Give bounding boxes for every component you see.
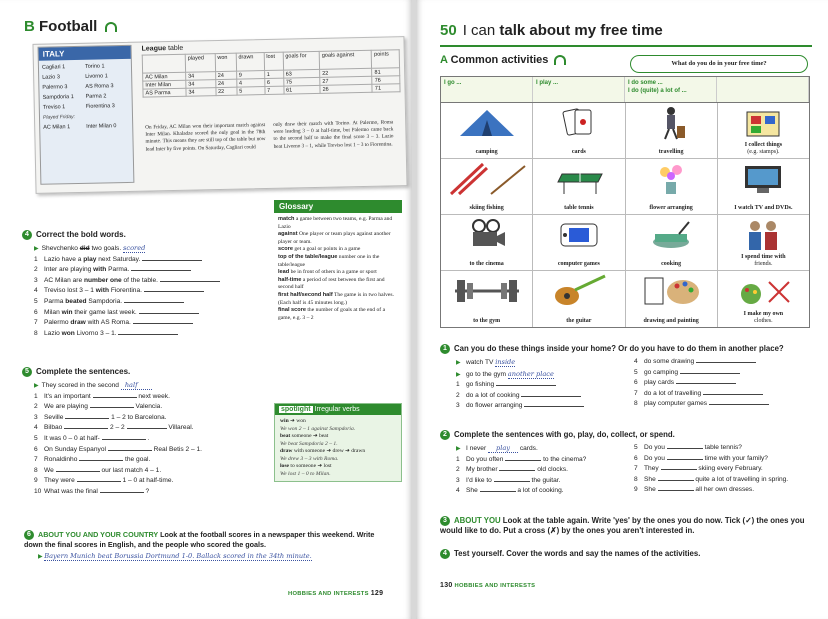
- answer-blank[interactable]: [496, 380, 556, 386]
- speech-bubble: What do you do in your free time?: [630, 55, 808, 73]
- spotlight-header: spotlight Irregular verbs: [275, 404, 401, 415]
- unit-number: 50: [440, 22, 457, 39]
- activity-label: table tennis: [564, 205, 594, 211]
- activity-label: to the gym: [473, 318, 501, 324]
- list-item: 5 go camping: [634, 368, 769, 379]
- list-item: ▶ go to the gym another place: [456, 369, 554, 378]
- exercise-4-heading: 4 Correct the bold words.: [22, 230, 126, 240]
- answer-blank[interactable]: [709, 399, 769, 405]
- exercise-2-heading: 2 Complete the sentences with go, play, do, collect, or spend.: [440, 430, 812, 440]
- exercise-1-col2: [634, 357, 769, 410]
- answer-blank[interactable]: [102, 434, 146, 440]
- answer-blank[interactable]: [480, 486, 516, 492]
- exercise-2-col1: [456, 443, 586, 497]
- glossary-box: [274, 200, 402, 325]
- league-header-cell: played: [185, 54, 215, 73]
- result-row: Treviso 1 Fiorentina 3: [42, 103, 115, 111]
- result-row: Cagliari 1 Torino 1: [41, 63, 105, 71]
- league-title: League table: [141, 44, 184, 53]
- answer-blank[interactable]: [100, 487, 144, 493]
- table-row: Inter Milan 34 24 4 6 75 27 76: [143, 76, 400, 89]
- spotlight-line: win ➔ won: [280, 418, 306, 424]
- spotlight-line: We drew 3 – 3 with Roma.: [280, 455, 339, 462]
- list-item: 7 They skiing every February.: [634, 465, 763, 473]
- activity-cell: [441, 271, 533, 327]
- list-item: 8 play computer games: [634, 399, 769, 410]
- glossary-entry: against One player or team plays against another player or team.: [278, 231, 391, 245]
- answer-blank[interactable]: [696, 357, 756, 363]
- list-item: 10 What was the final ?: [34, 487, 150, 495]
- page-number: 129: [370, 590, 384, 597]
- activity-cell: [626, 103, 718, 158]
- played-friday-row: AC Milan 1 Inter Milan 0: [43, 123, 117, 131]
- page-number: 130: [440, 582, 453, 589]
- activity-cell: [533, 103, 625, 158]
- grid-header-cell: [717, 77, 809, 102]
- activity-cell: [718, 103, 809, 158]
- list-item: 8 She quite a lot of travelling in spring.: [634, 475, 789, 483]
- list-item: 2 Inter are playing with Parma.: [34, 265, 220, 276]
- spotlight-line: draw with someone ➔ drew ➔ drawn: [280, 448, 366, 454]
- activity-label: drawing and painting: [643, 318, 699, 324]
- result-row: Palermo 3 AS Roma 3: [42, 83, 114, 91]
- exercise-4: ▶ Shevchenko did two goals. scored 1 Lazio have a play next Saturday. 2 Inter are playing with Parma. 3 AC Milan are number one of the table. 4 Treviso lost 3 – 1 with Fiorentina. 5 Parma beated Sampdoria. 6 Milan win their game last week. 7 Palermo draw with AS Roma. 8 Lazio won Livorno 3 – 1.: [34, 243, 220, 339]
- answer-blank[interactable]: [680, 368, 740, 374]
- list-item: ▶ watch TV inside: [456, 358, 516, 366]
- answer-blank[interactable]: [79, 455, 123, 461]
- grid-row: [441, 159, 809, 215]
- glossary-title: Glossary: [274, 200, 402, 213]
- answer-blank[interactable]: [658, 475, 694, 481]
- left-page: [0, 0, 412, 619]
- headphones-icon: [105, 22, 117, 32]
- list-item: 9 She all her own dresses.: [634, 486, 755, 494]
- list-item: 2 do a lot of cooking: [456, 391, 584, 402]
- activity-label: camping: [475, 149, 498, 155]
- activity-label: to the cinema: [469, 261, 504, 267]
- answer-blank[interactable]: [133, 318, 193, 324]
- newspaper-clipping: [32, 36, 407, 194]
- list-item: 6 play cards: [634, 378, 769, 389]
- handwritten-answer: play: [488, 444, 518, 453]
- section-title: Football: [39, 18, 98, 35]
- unit-title: 50 I can talk about my free time: [440, 22, 663, 39]
- answer-blank[interactable]: [139, 308, 199, 314]
- handwritten-answer: another place: [507, 369, 554, 378]
- answer-blank[interactable]: [667, 443, 703, 449]
- exercise-1-heading: 1 Can you do these things inside your home? Or do you have to do them in another place?: [440, 344, 812, 354]
- answer-blank[interactable]: [65, 413, 109, 419]
- article-column-1: On Friday, AC Milan won their important match against Inter Milan. Khaladze scored the only goal in the 78th minute. This means they are still top of the table but now lead Inter by five points. On Saturday, Cagliari could: [145, 122, 266, 153]
- grid-header-cell: I go ...: [441, 77, 533, 102]
- answer-blank[interactable]: [661, 464, 697, 470]
- list-item: 4 She a lot of cooking.: [456, 487, 564, 495]
- activity-cell: [626, 215, 718, 270]
- list-item: 9 They were 1 – 0 at half-time.: [34, 477, 174, 485]
- activity-cell: [533, 159, 625, 214]
- right-page: [416, 0, 828, 619]
- list-item: 6 Do you time with your family?: [634, 454, 768, 462]
- list-item: 5 Parma beated Sampdoria.: [34, 297, 220, 308]
- activity-cell: [533, 271, 625, 327]
- activity-label: I collect things (e.g. stamps).: [744, 142, 783, 155]
- activity-label: travelling: [658, 149, 684, 155]
- answer-blank[interactable]: [499, 465, 535, 471]
- answer-blank[interactable]: [658, 485, 694, 491]
- spotlight-line: We won 2 – 1 against Sampdoria.: [280, 425, 356, 432]
- grid-row: [441, 271, 809, 327]
- spotlight-box: [274, 403, 402, 482]
- grid-row: [441, 103, 809, 159]
- spotlight-line: beat someone ➔ beat: [280, 433, 329, 439]
- league-header-cell: goals against: [319, 50, 372, 69]
- glossary-entry: first half/second half The game is in two halves. (Each half is 45 minutes long.): [278, 291, 394, 306]
- page-footer: HOBBIES AND INTERESTS 129: [288, 590, 384, 597]
- answer-blank[interactable]: [676, 378, 736, 384]
- league-header-cell: [142, 54, 185, 73]
- answer-blank[interactable]: [144, 286, 204, 292]
- answer-blank[interactable]: [127, 423, 167, 429]
- spotlight-line: lose to someone ➔ lost: [280, 463, 332, 469]
- league-table: [142, 40, 401, 97]
- list-item: 8 Lazio won Livorno 3 – 1.: [34, 329, 220, 340]
- activity-label: computer games: [557, 261, 600, 267]
- answer-blank[interactable]: [124, 297, 184, 303]
- list-item: 1 Lazio have a play next Saturday.: [34, 255, 220, 266]
- list-item: 3 AC Milan are number one of the table.: [34, 276, 220, 287]
- list-item: 5 It was 0 – 0 at half- .: [34, 434, 150, 442]
- table-row: AC Milan 34 24 9 1 63 22 81: [143, 68, 400, 81]
- result-row: Lazio 3 Livorno 1: [42, 73, 108, 81]
- list-item: 4 Bilbao 2 – 2 Villareal.: [34, 424, 194, 432]
- list-item: 3 do flower arranging: [456, 401, 584, 412]
- glossary-entry: half-time a period of rest between the first and second half: [278, 276, 385, 291]
- exercise-1-col1: [456, 357, 584, 412]
- list-item: 5 Do you table tennis?: [634, 444, 742, 451]
- activity-cell: [718, 159, 809, 214]
- list-item: 3 I'd like to the guitar.: [456, 476, 561, 484]
- exercise-5: ▶ They scored in the second half 1 It's an important next week. 2 We are playing Valencia. 3 Seville 1 – 2 to Barcelona. 4 Bilbao 2 – 2 Villareal. 5 It was 0 – 0 at half- . 6 On Sunday Espanyol Real Betis 2 – 1. 7 Ronaldinho the goal. 8 We our last match 4 – 1. 9 They were 1 – 0 at half-time. 10 What was the final ?: [34, 380, 202, 498]
- activity-cell: [441, 103, 533, 158]
- activity-label: I spend time with friends.: [741, 254, 786, 267]
- list-item: ▶ I never play cards.: [456, 444, 538, 452]
- page-footer: 130 HOBBIES AND INTERESTS: [440, 582, 536, 589]
- exercise-4: 4 Test yourself. Cover the words and say the names of the activities.: [440, 549, 812, 559]
- italy-header: ITALY: [39, 46, 131, 61]
- answer-blank[interactable]: [505, 455, 541, 461]
- answer-blank[interactable]: [494, 476, 530, 482]
- handwritten-answer: half: [121, 381, 152, 390]
- exercise-3: 3 ABOUT YOU Look at the table again. Write 'yes' by the ones you do now. Tick (✓) the ones you would like to do. Put a cross (✗) by the ones you aren't interested in.: [440, 516, 805, 535]
- activity-label: I watch TV and DVDs.: [734, 205, 793, 211]
- activity-cell: [441, 215, 533, 270]
- article-column-2: only draw their match with Torino. At Palermo, Roma were leading 3 – 0 at half-time, but Palermo came back to the second half to make the final score 3 – 3. Lazio beat Livorno 3 – 1, while Treviso lost 1 – 3 to Fiorentina.: [273, 119, 394, 150]
- activity-cell: [533, 215, 625, 270]
- league-header-cell: drawn: [236, 53, 264, 72]
- glossary-entry: lead be in front of others in a game or sport: [278, 269, 377, 276]
- activity-cell: [718, 271, 809, 327]
- list-item: 3 Seville 1 – 2 to Barcelona.: [34, 413, 167, 421]
- list-item: 7 Ronaldinho the goal.: [34, 456, 151, 464]
- answer-blank[interactable]: [118, 329, 178, 335]
- answer-blank[interactable]: [56, 466, 100, 472]
- league-header-cell: lost: [264, 52, 283, 70]
- grid-row: [441, 215, 809, 271]
- grid-header-cell: I play ...: [533, 77, 625, 102]
- answer-blank[interactable]: [77, 476, 121, 482]
- list-item: 6 Milan win their game last week.: [34, 308, 220, 319]
- activity-label: skiing fishing: [469, 205, 504, 211]
- answer-blank[interactable]: [142, 255, 202, 261]
- activity-cell: [718, 215, 809, 270]
- italy-results: [38, 45, 135, 185]
- list-item: 7 Palermo draw with AS Roma.: [34, 318, 220, 329]
- activity-label: the guitar: [566, 318, 592, 324]
- activity-label: flower arranging: [649, 205, 693, 211]
- headphones-icon: [554, 55, 566, 65]
- answer-blank[interactable]: [93, 392, 137, 398]
- answer-blank[interactable]: [703, 389, 763, 395]
- glossary-entry: top of the table/league number one in the table/league: [278, 253, 380, 268]
- activity-label: cooking: [661, 261, 682, 267]
- list-item: 1 It's an important next week.: [34, 392, 170, 400]
- list-item: 2 We are playing Valencia.: [34, 403, 163, 411]
- section-heading: [24, 18, 117, 35]
- answer-blank[interactable]: [108, 445, 152, 451]
- list-item: 2 My brother old clocks.: [456, 466, 568, 474]
- handwritten-answer: inside: [495, 358, 516, 366]
- played-friday-label: Played Friday:: [42, 114, 76, 121]
- section-letter: B: [24, 18, 35, 35]
- list-item: 8 We our last match 4 – 1.: [34, 466, 162, 474]
- exercise-6: 6 ABOUT YOU AND YOUR COUNTRY Look at the football scores in a newspaper this weekend. Write down the final scores in English, and the people who scored the goals. ▶ Bayern Munich beat Borussia Dortmund 1-0. Ballack scored in the 34th minute.: [24, 530, 375, 561]
- title-rule: [440, 45, 812, 47]
- exercise-2-col2: [634, 443, 788, 496]
- spotlight-line: We lost 1 – 0 to Milan.: [280, 470, 331, 477]
- list-item: 4 Treviso lost 3 – 1 with Fiorentina.: [34, 286, 220, 297]
- answer-blank[interactable]: [524, 401, 584, 407]
- handwritten-answer: Bayern Munich beat Borussia Dortmund 1-0. Ballack scored in the 34th minute.: [44, 552, 312, 561]
- answer-blank[interactable]: [90, 402, 134, 408]
- glossary-entry: score get a goal or points in a game: [278, 246, 361, 253]
- table-row: AS Parma 34 22 5 7 61 26 71: [143, 84, 400, 97]
- exercise-5-heading: 5 Complete the sentences.: [22, 367, 130, 377]
- section-heading: A Common activities: [440, 54, 566, 66]
- list-item: 1 Do you often to the cinema?: [456, 455, 587, 463]
- glossary-entry: final score the number of goals at the end of a game, e.g. 3 – 2: [278, 307, 386, 321]
- handwritten-answer: scored: [123, 244, 146, 252]
- list-item: 1 go fishing: [456, 380, 584, 391]
- list-item: 4 do some drawing: [634, 357, 769, 368]
- spotlight-line: We beat Sampdoria 2 – 1.: [280, 440, 338, 447]
- activity-label: cards: [571, 149, 586, 155]
- glossary-entry: match a game between two teams, e.g. Parma and Lazio: [278, 216, 393, 230]
- league-header-cell: goals for: [283, 51, 320, 70]
- answer-blank[interactable]: [521, 391, 581, 397]
- answer-blank[interactable]: [667, 454, 703, 460]
- answer-blank[interactable]: [160, 276, 220, 282]
- activity-cell: [626, 159, 718, 214]
- list-item: 6 On Sunday Espanyol Real Betis 2 – 1.: [34, 445, 202, 453]
- league-header-cell: points: [372, 50, 400, 69]
- answer-blank[interactable]: [131, 265, 191, 271]
- result-row: Sampdoria 1 Parma 2: [42, 93, 107, 101]
- list-item: 7 do a lot of travelling: [634, 389, 769, 400]
- answer-blank[interactable]: [64, 423, 108, 429]
- league-header-cell: won: [215, 53, 236, 71]
- activity-label: I make my own clothes.: [743, 311, 784, 324]
- activity-cell: [626, 271, 718, 327]
- grid-header-cell: I do some ... I do (quite) a lot of ...: [625, 77, 717, 102]
- activities-grid: [440, 76, 810, 328]
- activity-cell: [441, 159, 533, 214]
